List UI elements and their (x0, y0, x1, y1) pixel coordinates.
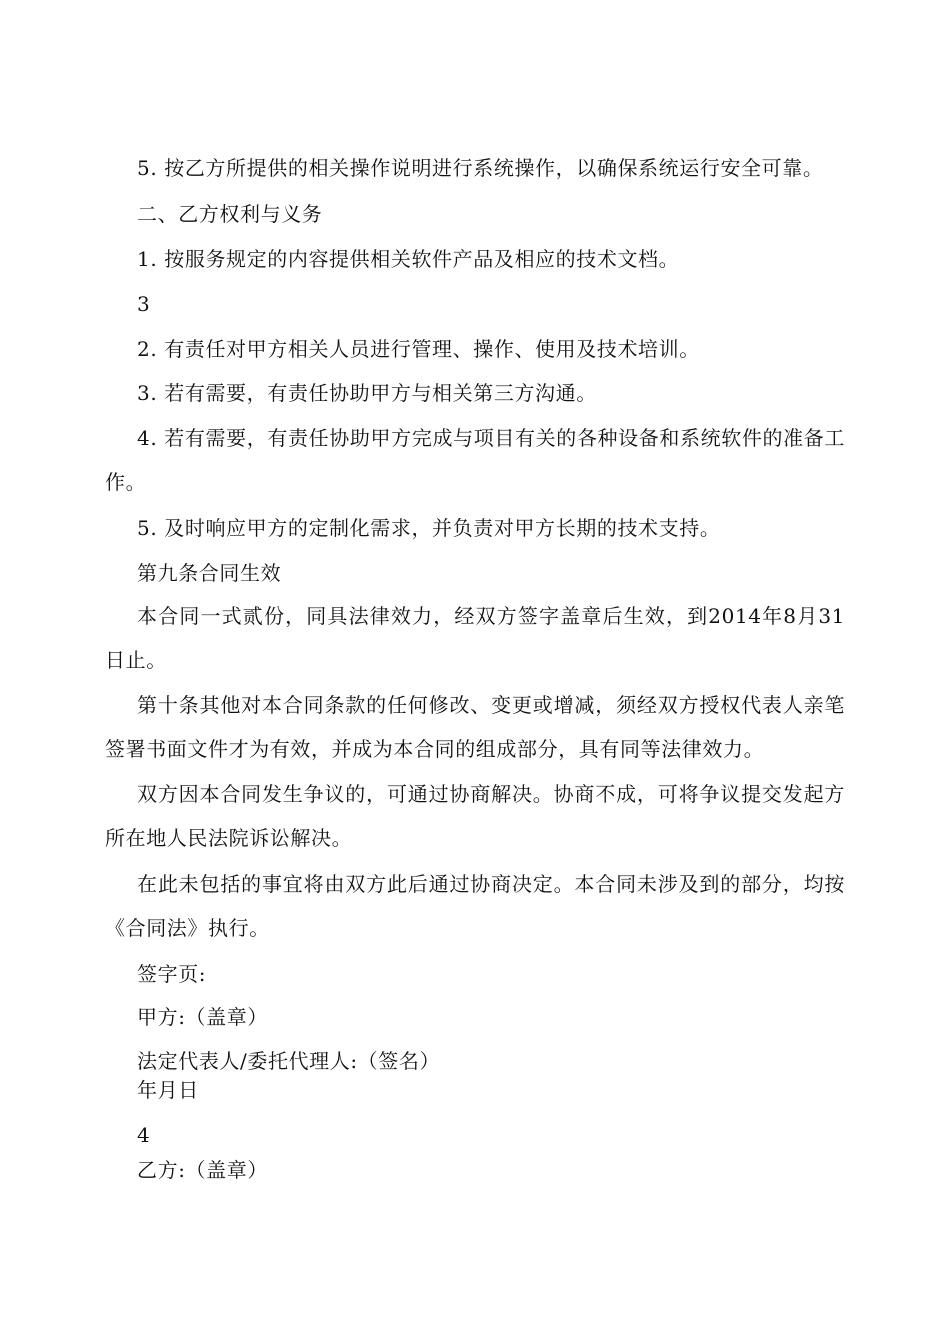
article-9-body: 本合同一式贰份，同具法律效力，经双方签字盖章后生效，到2014年8月31日止。 (105, 604, 845, 672)
legal-representative-line: 法定代表人/委托代理人:（签名） (137, 1049, 441, 1073)
section-heading-party-b: 二、乙方权利与义务 (137, 202, 323, 226)
party-b-seal-line: 乙方:（盖章） (137, 1158, 268, 1182)
date-line: 年月日 (137, 1078, 199, 1102)
dispute-resolution-paragraph: 双方因本合同发生争议的，可通过协商解决。协商不成，可将争议提交发起方所在地人民法院诉讼解决。 (105, 782, 845, 850)
clause-party-b-item-5: 5. 及时响应甲方的定制化需求，并负责对甲方长期的技术支持。 (137, 516, 721, 540)
article-9-heading: 第九条合同生效 (137, 561, 282, 585)
clause-party-b-item-4: 4. 若有需要，有责任协助甲方完成与项目有关的各种设备和系统软件的准备工作。 (105, 426, 845, 494)
clause-party-b-item-1: 1. 按服务规定的内容提供相关软件产品及相应的技术文档。 (137, 247, 680, 271)
page-number: 3 (137, 292, 151, 316)
signature-page-label: 签字页: (137, 962, 207, 986)
clause-party-b-item-3: 3. 若有需要，有责任协助甲方与相关第三方沟通。 (137, 381, 597, 405)
page-number: 4 (137, 1123, 151, 1147)
party-a-seal-line: 甲方:（盖章） (137, 1005, 268, 1029)
article-10-body: 第十条其他对本合同条款的任何修改、变更或增减，须经双方授权代表人亲笔签署书面文件才为有效，并成为本合同的组成部分，具有同等法律效力。 (105, 693, 845, 761)
clause-party-a-item-5: 5. 按乙方所提供的相关操作说明进行系统操作，以确保系统运行安全可靠。 (137, 156, 824, 180)
clause-party-b-item-2: 2. 有责任对甲方相关人员进行管理、操作、使用及技术培训。 (137, 337, 700, 361)
other-matters-paragraph: 在此未包括的事宜将由双方此后通过协商决定。本合同未涉及到的部分，均按《合同法》执行。 (105, 872, 845, 940)
